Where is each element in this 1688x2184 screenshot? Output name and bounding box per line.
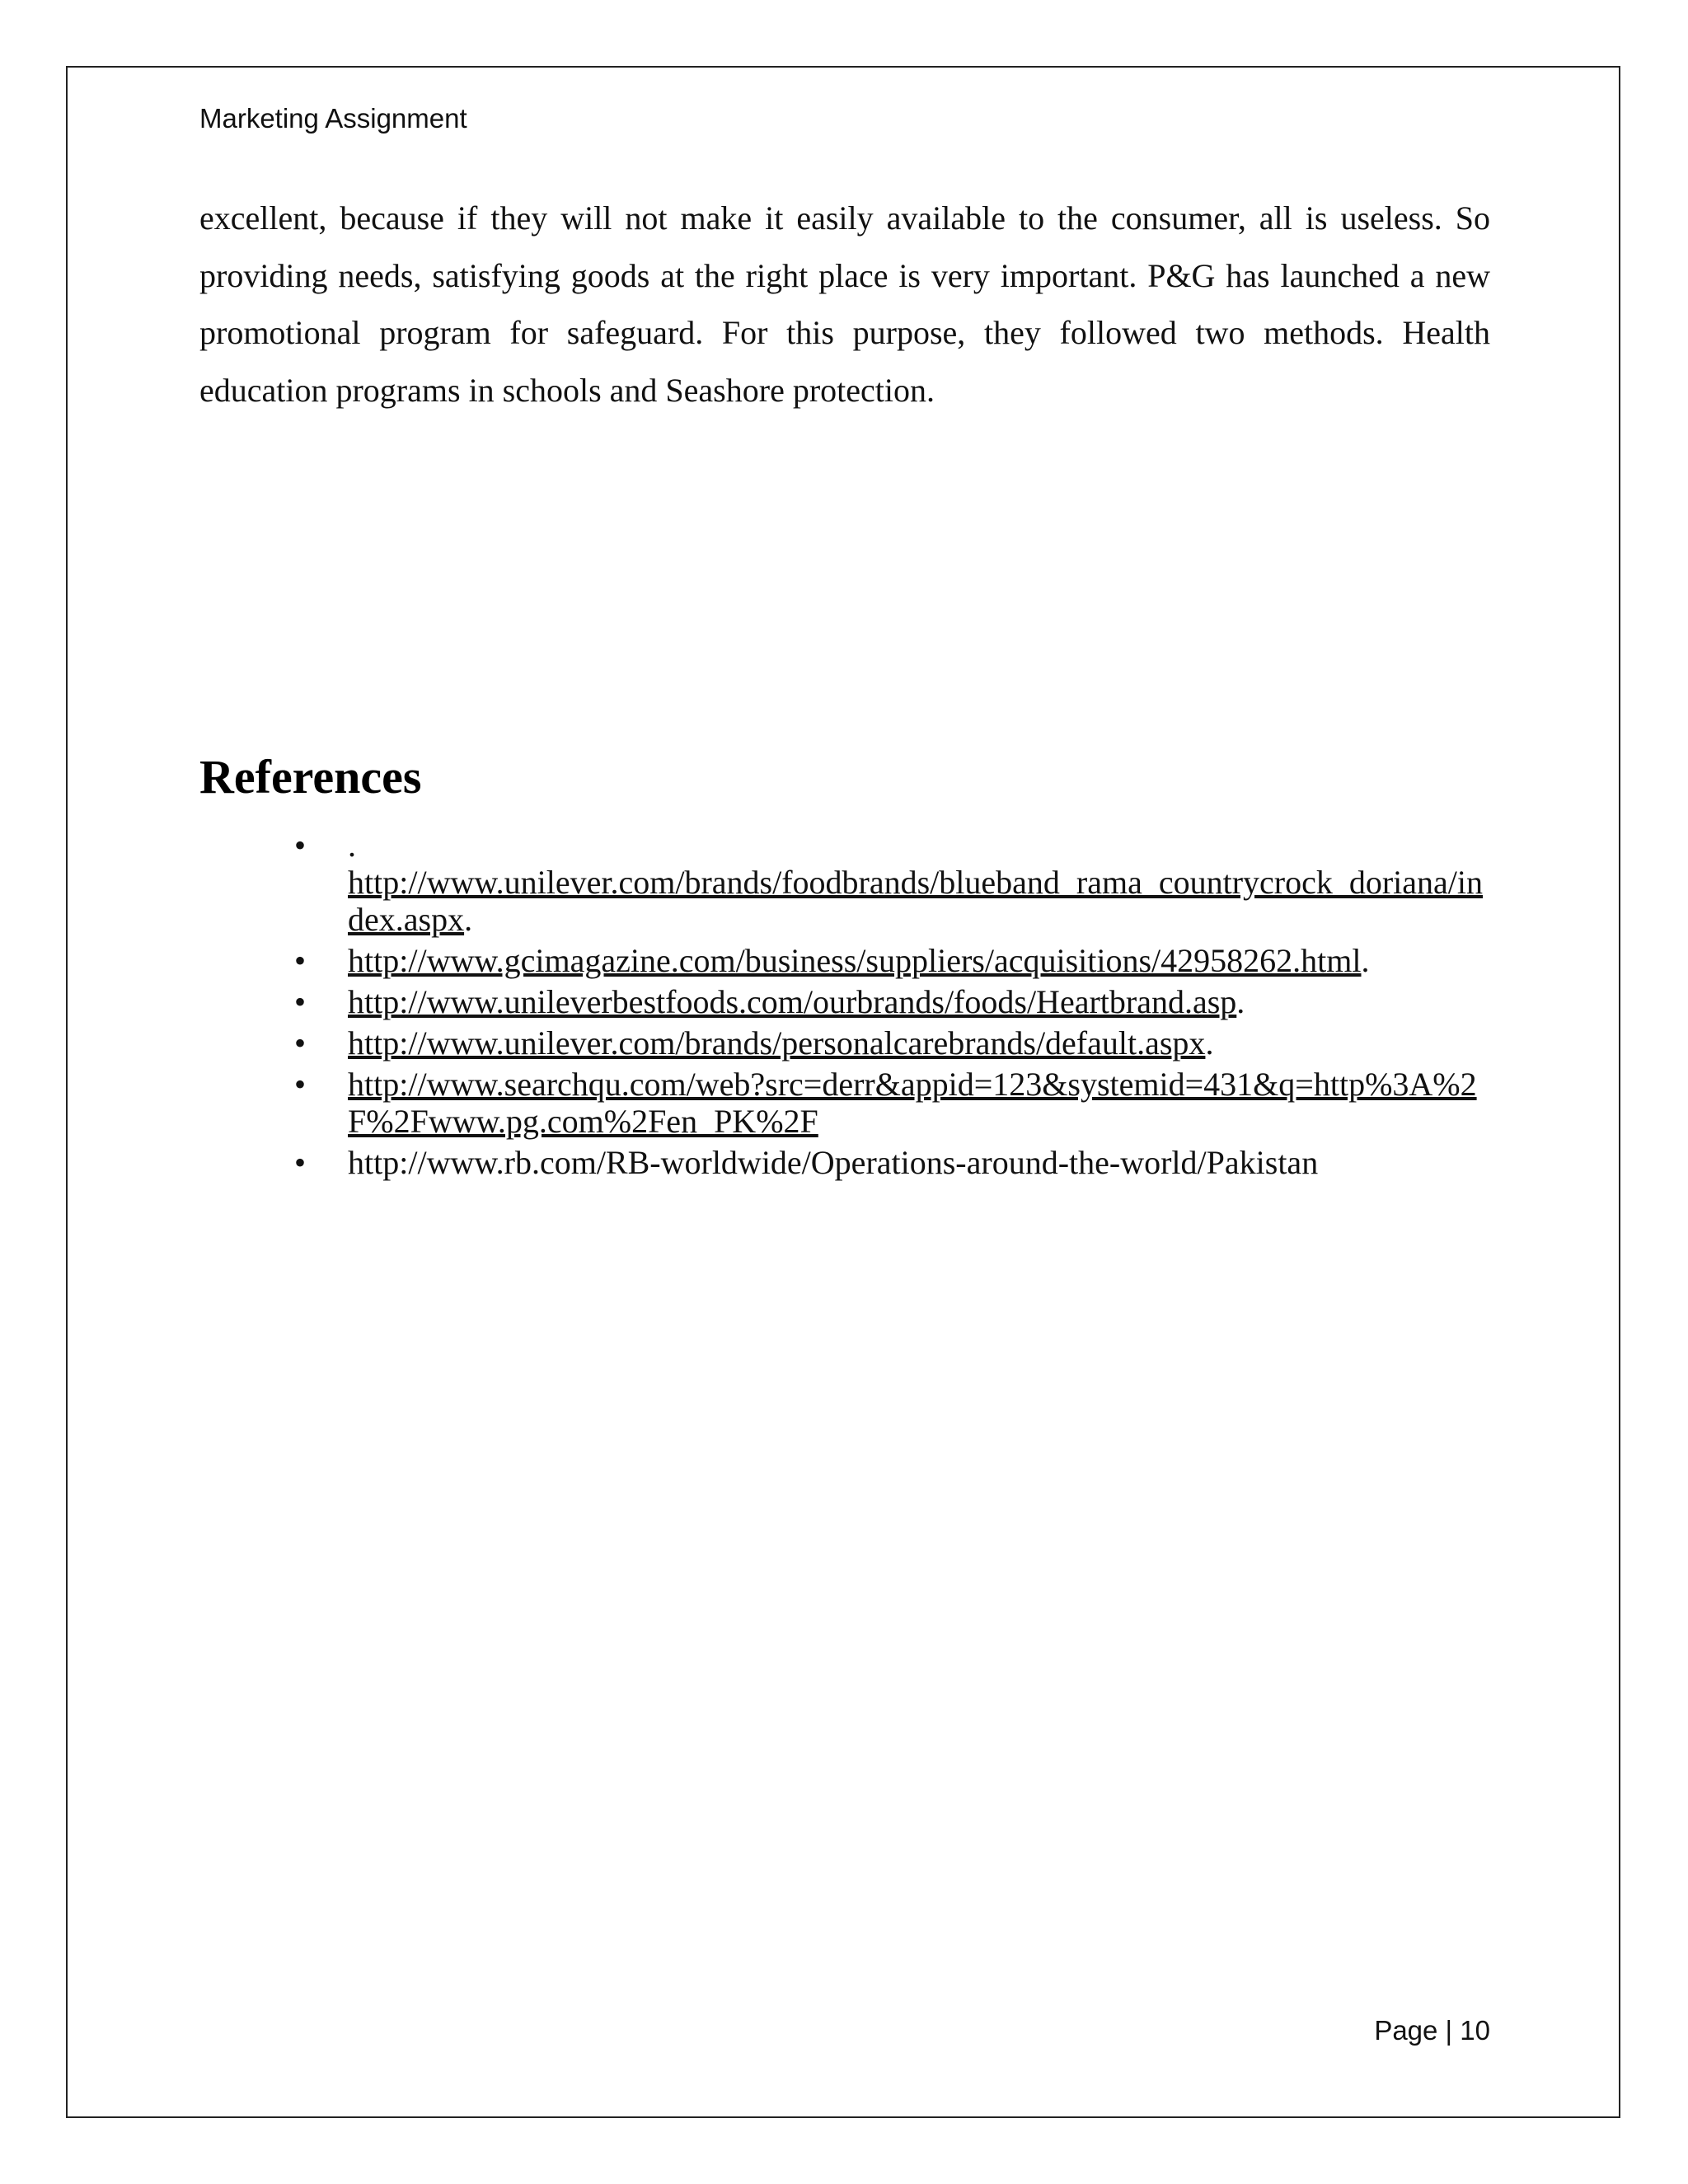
bullet-icon: • [294, 1066, 307, 1103]
bullet-icon: • [294, 827, 307, 864]
running-header: Marketing Assignment [199, 103, 467, 134]
reference-link[interactable]: http://www.unilever.com/brands/foodbrands/blueband_rama_countrycrock_doriana/index.aspx [348, 864, 1484, 938]
bullet-icon: • [294, 983, 307, 1020]
reference-suffix: . [464, 901, 473, 938]
reference-plain-url: http://www.rb.com/RB-worldwide/Operations-around-the-world/Pakistan [348, 1144, 1319, 1181]
reference-link[interactable]: http://www.searchqu.com/web?src=derr&appid=123&systemid=431&q=http%3A%2F%2Fwww.pg.com%2Fen_PK%2F [348, 1066, 1477, 1140]
reference-item [199, 1144, 1490, 1181]
reference-link[interactable]: http://www.unilever.com/brands/personalcarebrands/default.aspx [348, 1024, 1206, 1062]
reference-item [199, 1066, 1490, 1140]
reference-link[interactable]: http://www.unileverbestfoods.com/ourbrands/foods/Heartbrand.asp [348, 983, 1237, 1020]
reference-item [199, 983, 1490, 1020]
bullet-icon: • [294, 1024, 307, 1062]
references-list [199, 827, 1490, 1185]
bullet-icon: • [294, 1144, 307, 1181]
references-heading: References [199, 750, 422, 804]
reference-suffix: . [1205, 1024, 1214, 1062]
reference-item [199, 942, 1490, 979]
body-paragraph: excellent, because if they will not make it easily available to the consumer, all is useless. So providing needs, satisfying goods at the right place is very important. P&G has launched a new promotional program for safeguard. For this purpose, they followed two methods. Health education programs in schools and Seashore protection. [199, 199, 1490, 409]
reference-link[interactable]: http://www.gcimagazine.com/business/suppliers/acquisitions/42958262.html [348, 942, 1362, 979]
page-number: Page | 10 [1374, 2015, 1490, 2046]
reference-item [199, 827, 1490, 938]
reference-item [199, 1024, 1490, 1062]
bullet-icon: • [294, 942, 307, 979]
reference-suffix: . [1236, 983, 1245, 1020]
reference-prefix: . [348, 827, 356, 864]
reference-suffix: . [1361, 942, 1370, 979]
